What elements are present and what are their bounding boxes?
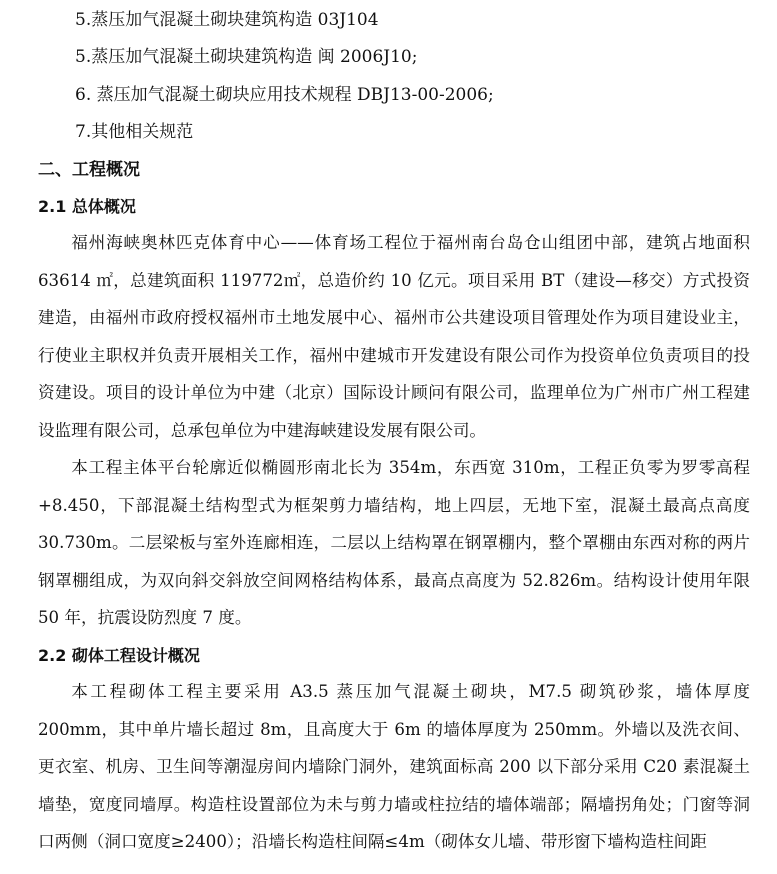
- list-item: 5.蒸压加气混凝土砌块建筑构造 03J104: [75, 10, 379, 30]
- section-heading: 二、工程概况: [38, 160, 140, 180]
- paragraph: 福州海峡奥林匹克体育中心——体育场工程位于福州南台岛仓山组团中部，建筑占地面积 63614 ㎡，总建筑面积 119772㎡，总造价约 10 亿元。项目采用 BT（建设—移交）方式投资建造，由福州市政府授权福州市土地发展中心、福州市公共建设项目管理处作为项目建设业主，行使业主职权并负责开展相关工作，福州中建城市开发建设有限公司作为投资单位负责项目的投资建设。项目的设计单位为中建（北京）国际设计顾问有限公司，监理单位为广州市广州工程建设监理有限公司，总承包单位为中建海峡建设发展有限公司。: [38, 233, 750, 440]
- subsection-heading: 2.1 总体概况: [38, 197, 136, 216]
- subsection-heading: 2.2 砌体工程设计概况: [38, 646, 200, 665]
- paragraph: 本工程砌体工程主要采用 A3.5 蒸压加气混凝土砌块，M7.5 砌筑砂浆，墙体厚度 200mm，其中单片墙长超过 8m，且高度大于 6m 的墙体厚度为 250mm。外墙以及洗衣间、更衣室、机房、卫生间等潮湿房间内墙除门洞外，建筑面标高 200 以下部分采用 C20 素混凝土墙垫，宽度同墙厚。构造柱设置部位为未与剪力墙或柱拉结的墙体端部；隔墙拐角处；门窗等洞口两侧（洞口宽度≥2400）；沿墙长构造柱间隔≤4m（砌体女儿墙、带形窗下墙构造柱间距: [38, 682, 750, 851]
- list-item: 5.蒸压加气混凝土砌块建筑构造 闽 2006J10;: [75, 47, 418, 67]
- body-text-block: [38, 224, 750, 637]
- list-item: 6. 蒸压加气混凝土砌块应用技术规程 DBJ13-00-2006;: [75, 85, 494, 105]
- paragraph: 本工程主体平台轮廓近似椭圆形南北长为 354m，东西宽 310m，工程正负零为罗零高程+8.450，下部混凝土结构型式为框架剪力墙结构，地上四层，无地下室，混凝土最高点高度 30.730m。二层梁板与室外连廊相连，二层以上结构罩在钢罩棚内，整个罩棚由东西对称的两片钢罩棚组成，为双向斜交斜放空间网格结构体系，最高点高度为 52.826m。结构设计使用年限 50 年，抗震设防烈度 7 度。: [38, 458, 750, 627]
- body-text-block: [38, 673, 750, 874]
- list-item: 7.其他相关规范: [75, 122, 194, 142]
